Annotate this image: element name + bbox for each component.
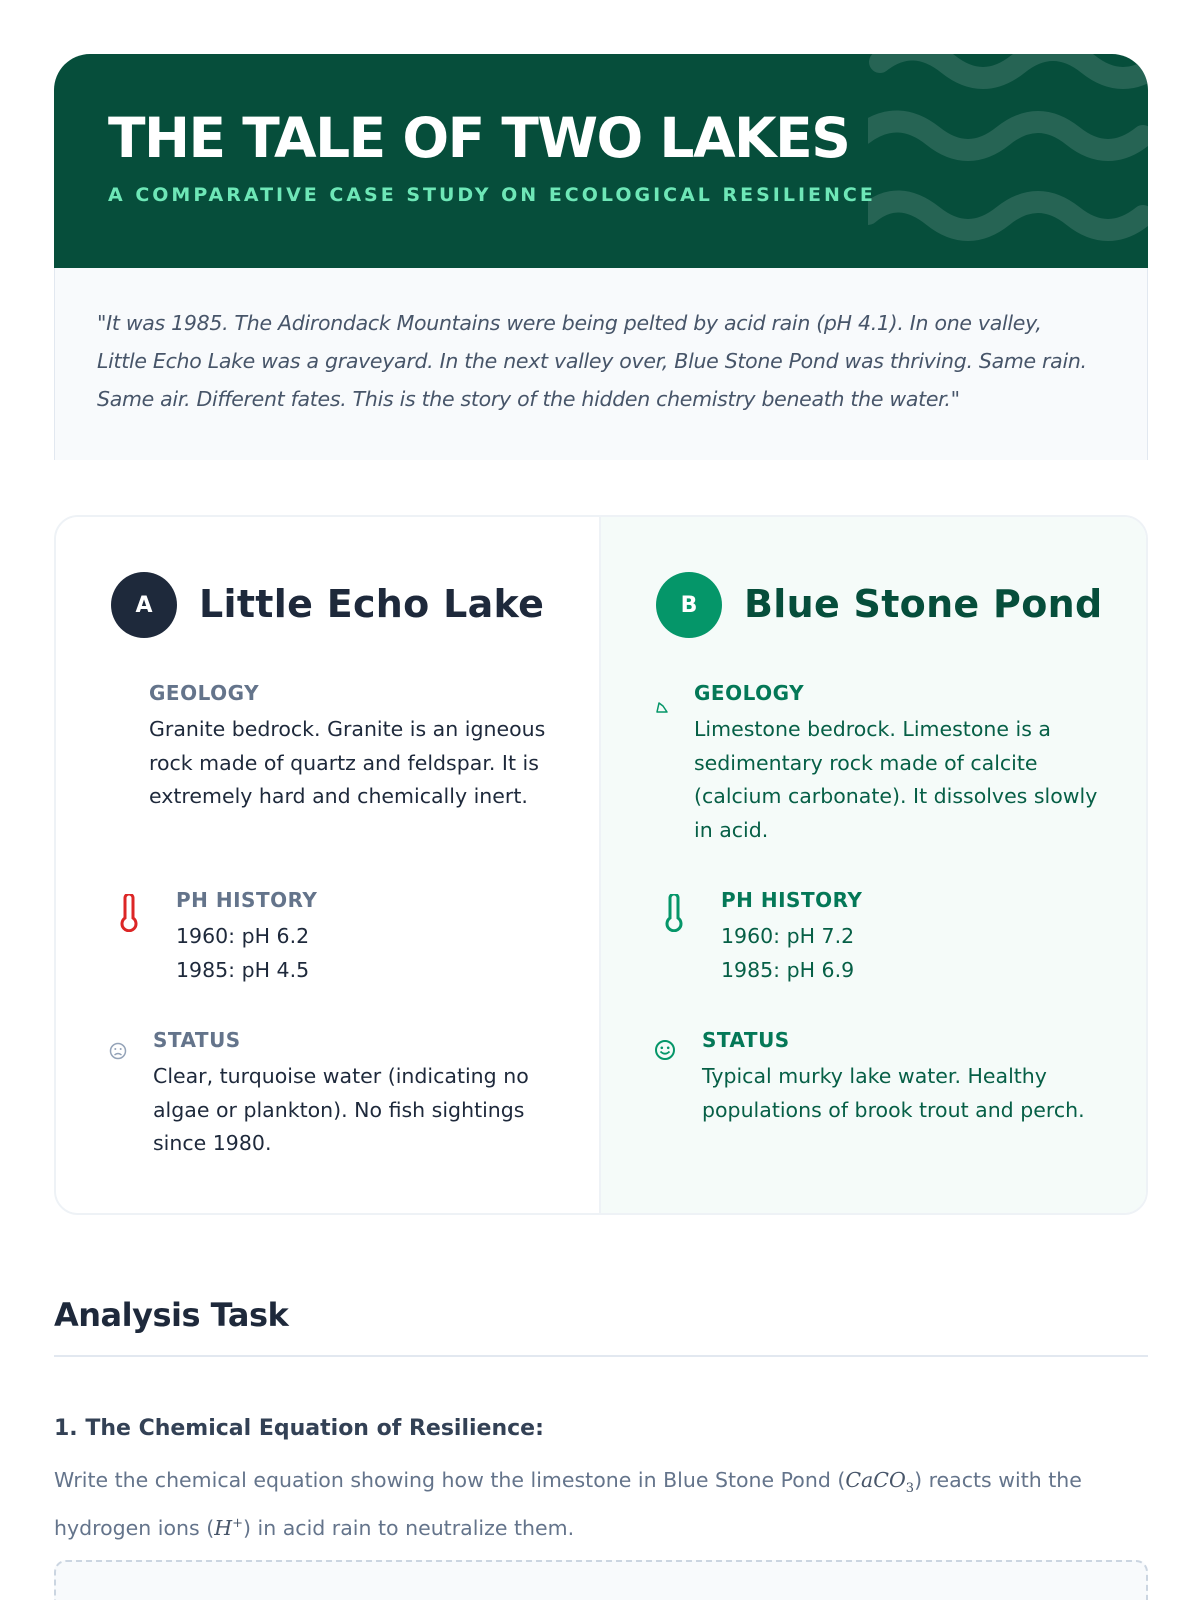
answer-input-area[interactable] [54, 1560, 1148, 1600]
hydrogen-ion-formula: H+ [214, 1515, 244, 1540]
analysis-heading: Analysis Task [54, 1296, 289, 1334]
lake-a-ph-1985: 1985: pH 4.5 [176, 957, 310, 982]
lake-a-status-label: STATUS [153, 1028, 241, 1052]
lake-b-status [702, 1028, 1122, 1127]
lake-b-status-label: STATUS [702, 1028, 790, 1052]
lake-b-name: Blue Stone Pond [744, 582, 1103, 626]
lake-a-badge: A [111, 572, 177, 638]
lake-card-a [56, 517, 601, 1213]
section-divider [54, 1355, 1148, 1357]
hero-header [54, 54, 1148, 268]
intro-quote: "It was 1985. The Adirondack Mountains were being pelted by acid rain (pH 4.1). In one valley, Little Echo Lake was a graveyard. In the next valley over, Blue Stone Pond was thriving. Same rain. Same air. Different fates. This is the story of the hidden chemistry beneath the water." [97, 311, 1087, 411]
lake-comparison [54, 515, 1148, 1215]
page-subtitle: A COMPARATIVE CASE STUDY ON ECOLOGICAL RESILIENCE [108, 184, 876, 206]
lake-a-ph-1960: 1960: pH 6.2 [176, 924, 310, 948]
lake-a-ph-history [176, 888, 556, 987]
lake-b-ph-1960: 1960: pH 7.2 [721, 924, 855, 948]
lake-a-geology [149, 681, 569, 814]
rock-icon [655, 700, 669, 714]
caco3-formula: CaCO$_3$ [845, 1468, 915, 1497]
lake-b-ph-label: PH HISTORY [721, 888, 863, 912]
question-1-title: 1. The Chemical Equation of Resilience: [54, 1416, 544, 1441]
lake-b-ph-history [721, 888, 1101, 987]
sad-face-icon [109, 1042, 127, 1060]
lake-a-status [153, 1028, 573, 1161]
lake-b-geology-text: Limestone bedrock. Limestone is a sedimentary rock made of calcite (calcium carbonate). It dissolves slowly in acid. [694, 717, 1098, 842]
intro-quote-box [54, 268, 1148, 460]
page-title: THE TALE OF TWO LAKES [108, 106, 850, 170]
lake-a-geology-text: Granite bedrock. Granite is an igneous rock made of quartz and feldspar. It is extremely hard and chemically inert. [149, 717, 546, 808]
question-1-text-part-a: Write the chemical equation showing how the limestone in Blue Stone Pond ( [54, 1468, 846, 1492]
question-1-text-part-b: ) reacts with the hydrogen ions ( [54, 1468, 1082, 1540]
wave-decoration-icon [868, 54, 1148, 268]
lake-b-status-text: Typical murky lake water. Healthy populations of brook trout and perch. [702, 1064, 1085, 1122]
smile-face-icon [654, 1039, 676, 1061]
lake-b-geology [694, 681, 1114, 847]
lake-a-geology-label: GEOLOGY [149, 681, 260, 705]
lake-b-badge: B [656, 572, 722, 638]
thermometer-icon [118, 894, 140, 932]
question-1-text [54, 1463, 1148, 1546]
lake-a-status-text: Clear, turquoise water (indicating no algae or plankton). No fish sightings since 1980. [153, 1064, 529, 1155]
lake-b-ph-1985: 1985: pH 6.9 [721, 957, 855, 982]
thermometer-icon [663, 894, 685, 932]
question-1-text-part-c: ) in acid rain to neutralize them. [243, 1515, 575, 1540]
lake-b-geology-label: GEOLOGY [694, 681, 805, 705]
lake-card-b [601, 517, 1146, 1213]
lake-a-ph-label: PH HISTORY [176, 888, 318, 912]
lake-a-name: Little Echo Lake [199, 582, 545, 626]
